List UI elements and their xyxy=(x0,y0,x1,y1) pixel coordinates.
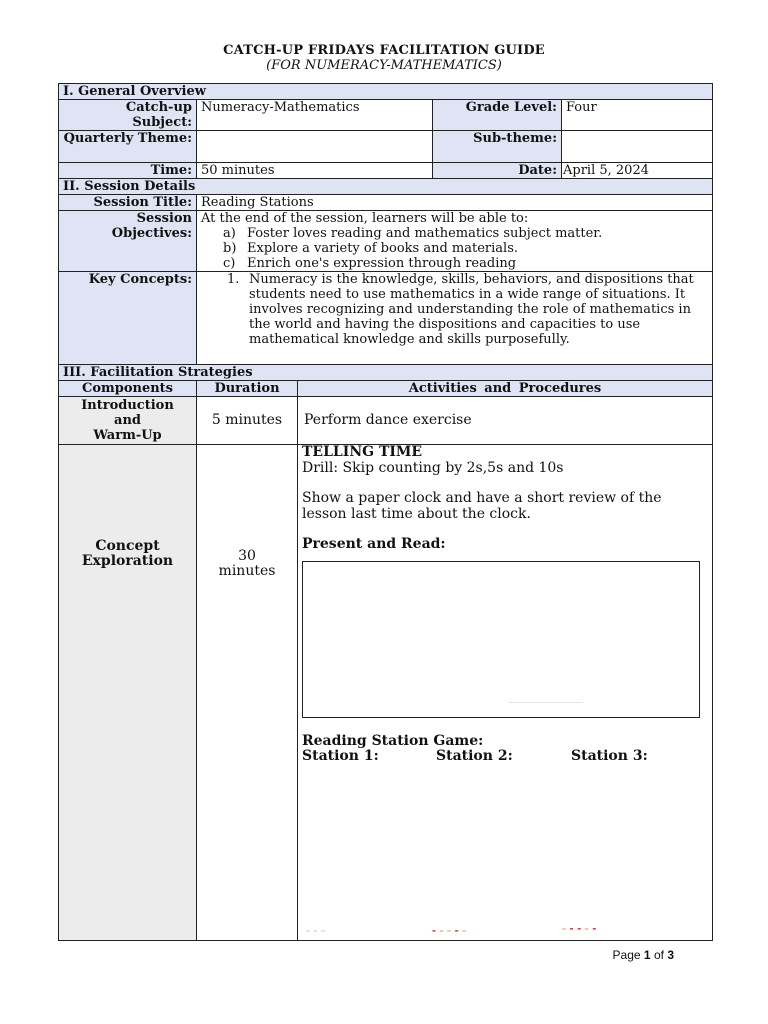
column-header-duration: Duration xyxy=(197,381,298,397)
date-value: April 5, 2024 xyxy=(562,163,713,179)
key-concept-text: Numeracy is the knowledge, skills, behaviors, and dispositions that students need to use mathematics in a wide range of situations. It involves recognizing and understanding the role of mathematics in the world and having the dispositions and capacities to use mathematical knowledge and skills purposefully. xyxy=(249,272,694,347)
present-and-read-box xyxy=(302,561,700,718)
subject-value: Numeracy-Mathematics xyxy=(197,100,433,131)
grade-level-value: Four xyxy=(562,100,713,131)
quarterly-theme-label: Quarterly Theme: xyxy=(59,131,197,163)
page-word: Page xyxy=(612,948,641,962)
facilitation-guide-table xyxy=(58,83,713,941)
column-header-components: Components xyxy=(59,381,197,397)
key-concept-marker: 1. xyxy=(227,272,240,287)
station-1-label: Station 1: xyxy=(302,748,379,764)
key-concepts-label: Key Concepts: xyxy=(59,272,197,365)
component-line: Warm-Up xyxy=(93,428,162,443)
component-line: and xyxy=(114,413,141,428)
section-general-overview: I. General Overview xyxy=(59,84,713,100)
activity-concept-exploration xyxy=(298,445,713,941)
objective-text: Enrich one's expression through reading xyxy=(247,256,517,271)
activity-drill: Drill: Skip counting by 2s,5s and 10s xyxy=(302,459,564,476)
section-facilitation-strategies: III. Facilitation Strategies xyxy=(59,365,713,381)
of-word: of xyxy=(653,948,664,962)
objective-marker: a) xyxy=(223,226,236,241)
page-current: 1 xyxy=(643,948,651,962)
faint-print: ▭ ▬ ▬ ▭ ▬ xyxy=(562,926,597,931)
objective-item xyxy=(223,241,708,256)
objective-marker: c) xyxy=(223,256,236,271)
duration-introduction: 5 minutes xyxy=(197,397,298,445)
component-line: Introduction xyxy=(81,398,174,413)
faint-print: ▬ ▭ ▭ ▬ ▭ xyxy=(432,928,467,933)
faint-print: ▭ ▭ ▭ xyxy=(306,928,325,933)
session-objectives xyxy=(197,211,713,272)
session-objectives-label: Session Objectives: xyxy=(59,211,197,272)
time-label: Time: xyxy=(59,163,197,179)
session-title-value: Reading Stations xyxy=(197,195,713,211)
station-3-label: Station 3: xyxy=(571,748,648,764)
objective-item xyxy=(223,226,708,241)
date-label: Date: xyxy=(433,163,562,179)
page-number xyxy=(613,948,674,962)
present-and-read-label: Present and Read: xyxy=(302,536,446,552)
objectives-list xyxy=(201,226,708,271)
divider xyxy=(508,702,583,703)
column-header-activities: Activities and Procedures xyxy=(298,381,713,397)
duration-line: 30 xyxy=(238,548,256,564)
objective-item xyxy=(223,256,708,271)
quarterly-theme-value xyxy=(197,131,433,163)
component-line: Concept xyxy=(95,538,160,554)
subject-label: Catch-up Subject: xyxy=(59,100,197,131)
objective-text: Explore a variety of books and materials. xyxy=(247,241,518,256)
duration-line: minutes xyxy=(218,563,276,579)
objectives-intro: At the end of the session, learners will be able to: xyxy=(201,211,529,226)
station-2-label: Station 2: xyxy=(436,748,513,764)
document-title: CATCH-UP FRIDAYS FACILITATION GUIDE xyxy=(223,43,545,58)
grade-level-label: Grade Level: xyxy=(433,100,562,131)
duration-concept-exploration xyxy=(197,445,298,941)
activity-introduction: Perform dance exercise xyxy=(298,397,713,445)
section-session-details: II. Session Details xyxy=(59,179,713,195)
activity-review: Show a paper clock and have a short review of the lesson last time about the clock. xyxy=(302,490,662,522)
component-line: Exploration xyxy=(81,553,174,569)
activity-heading: TELLING TIME xyxy=(302,444,423,460)
objective-text: Foster loves reading and mathematics subject matter. xyxy=(247,226,603,241)
key-concept-item xyxy=(201,272,708,347)
component-introduction xyxy=(59,397,197,445)
time-value: 50 minutes xyxy=(197,163,433,179)
objective-marker: b) xyxy=(223,241,237,256)
stations-row xyxy=(302,749,708,765)
document-subtitle: (FOR NUMERACY-MATHEMATICS) xyxy=(266,58,502,73)
session-title-label: Session Title: xyxy=(59,195,197,211)
sub-theme-label: Sub-theme: xyxy=(433,131,562,163)
key-concepts xyxy=(197,272,713,365)
component-concept-exploration xyxy=(59,445,197,941)
page-total: 3 xyxy=(667,948,674,962)
reading-station-game-label: Reading Station Game: xyxy=(302,732,484,749)
sub-theme-value xyxy=(562,131,713,163)
